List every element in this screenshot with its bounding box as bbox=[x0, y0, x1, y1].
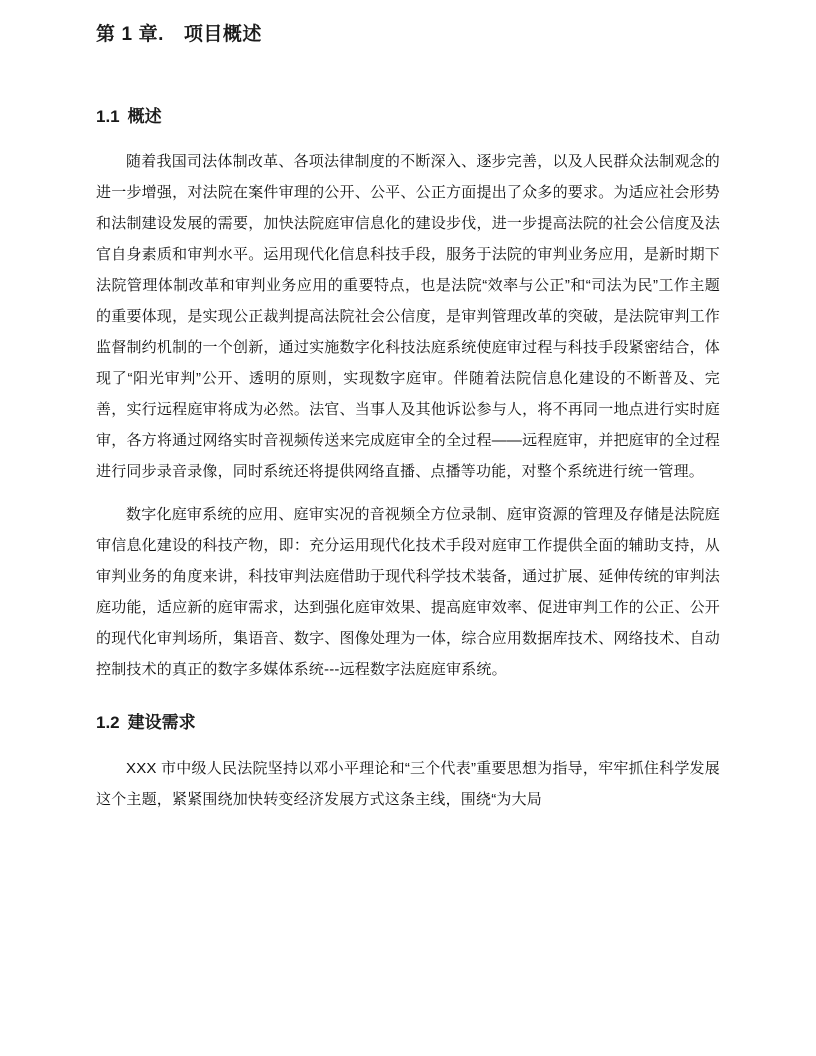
paragraph: XXX 市中级人民法院坚持以邓小平理论和“三个代表”重要思想为指导，牢牢抓住科学发展这个主题，紧紧围绕加快转变经济发展方式这条主线，围绕“为大局 bbox=[96, 760, 720, 809]
paragraph: 随着我国司法体制改革、各项法律制度的不断深入、逐步完善，以及人民群众法制观念的进一步增强，对法院在案件审理的公开、公平、公正方面提出了众多的要求。为适应社会形势和法制建设发展的需要，加快法院庭审信息化的建设步伐，进一步提高法院的社会公信度及法官自身素质和审判水平。运用现代化信息科技手段，服务于法院的审判业务应用，是新时期下法院管理体制改革和审判业务应用的重要特点，也是法院“效率与公正”和“司法为民”工作主题的重要体现，是实现公正裁判提高法院社会公信度，是审判管理改革的突破，是法院审判工作监督制约机制的一个创新，通过实施数字化科技法庭系统使庭审过程与科技手段紧密结合，体现了“阳光审判”公开、透明的原则，实现数字庭审。伴随着法院信息化建设的不断普及、完善，实行远程庭审将成为必然。法官、当事人及其他诉讼参与人，将不再同一地点进行实时庭审，各方将通过网络实时音视频传送来完成庭审全的全过程——远程庭审，并把庭审的全过程进行同步录音录像，同时系统还将提供网络直播、点播等功能，对整个系统进行统一管理。 bbox=[96, 153, 720, 481]
chapter-title: 项目概述 bbox=[183, 24, 262, 45]
chapter-heading bbox=[0, 22, 816, 49]
chapter-word: 第 bbox=[96, 24, 116, 45]
section-heading-1-2 bbox=[96, 711, 720, 735]
section-number-1-2: 1.2 bbox=[96, 713, 120, 733]
section-title-1-2: 建设需求 bbox=[127, 713, 196, 733]
chapter-number: 1 bbox=[121, 24, 133, 45]
chapter-dot: 章. bbox=[138, 24, 164, 45]
section-title-1-1: 概述 bbox=[127, 106, 162, 126]
section-number-1-1: 1.1 bbox=[96, 106, 120, 126]
paragraph: 数字化庭审系统的应用、庭审实况的音视频全方位录制、庭审资源的管理及存储是法院庭审信息化建设的科技产物，即：充分运用现代化技术手段对庭审工作提供全面的辅助支持，从审判业务的角度来讲，科技审判法庭借助于现代科学技术装备，通过扩展、延伸传统的审判法庭功能，适应新的庭审需求，达到强化庭审效果、提高庭审效率、促进审判工作的公正、公开的现代化审判场所，集语音、数字、图像处理为一体，综合应用数据库技术、网络技术、自动控制技术的真正的数字多媒体系统---远程数字法庭庭审系统。 bbox=[96, 506, 720, 679]
document-body bbox=[96, 105, 720, 816]
section-heading-1-1 bbox=[96, 105, 720, 129]
